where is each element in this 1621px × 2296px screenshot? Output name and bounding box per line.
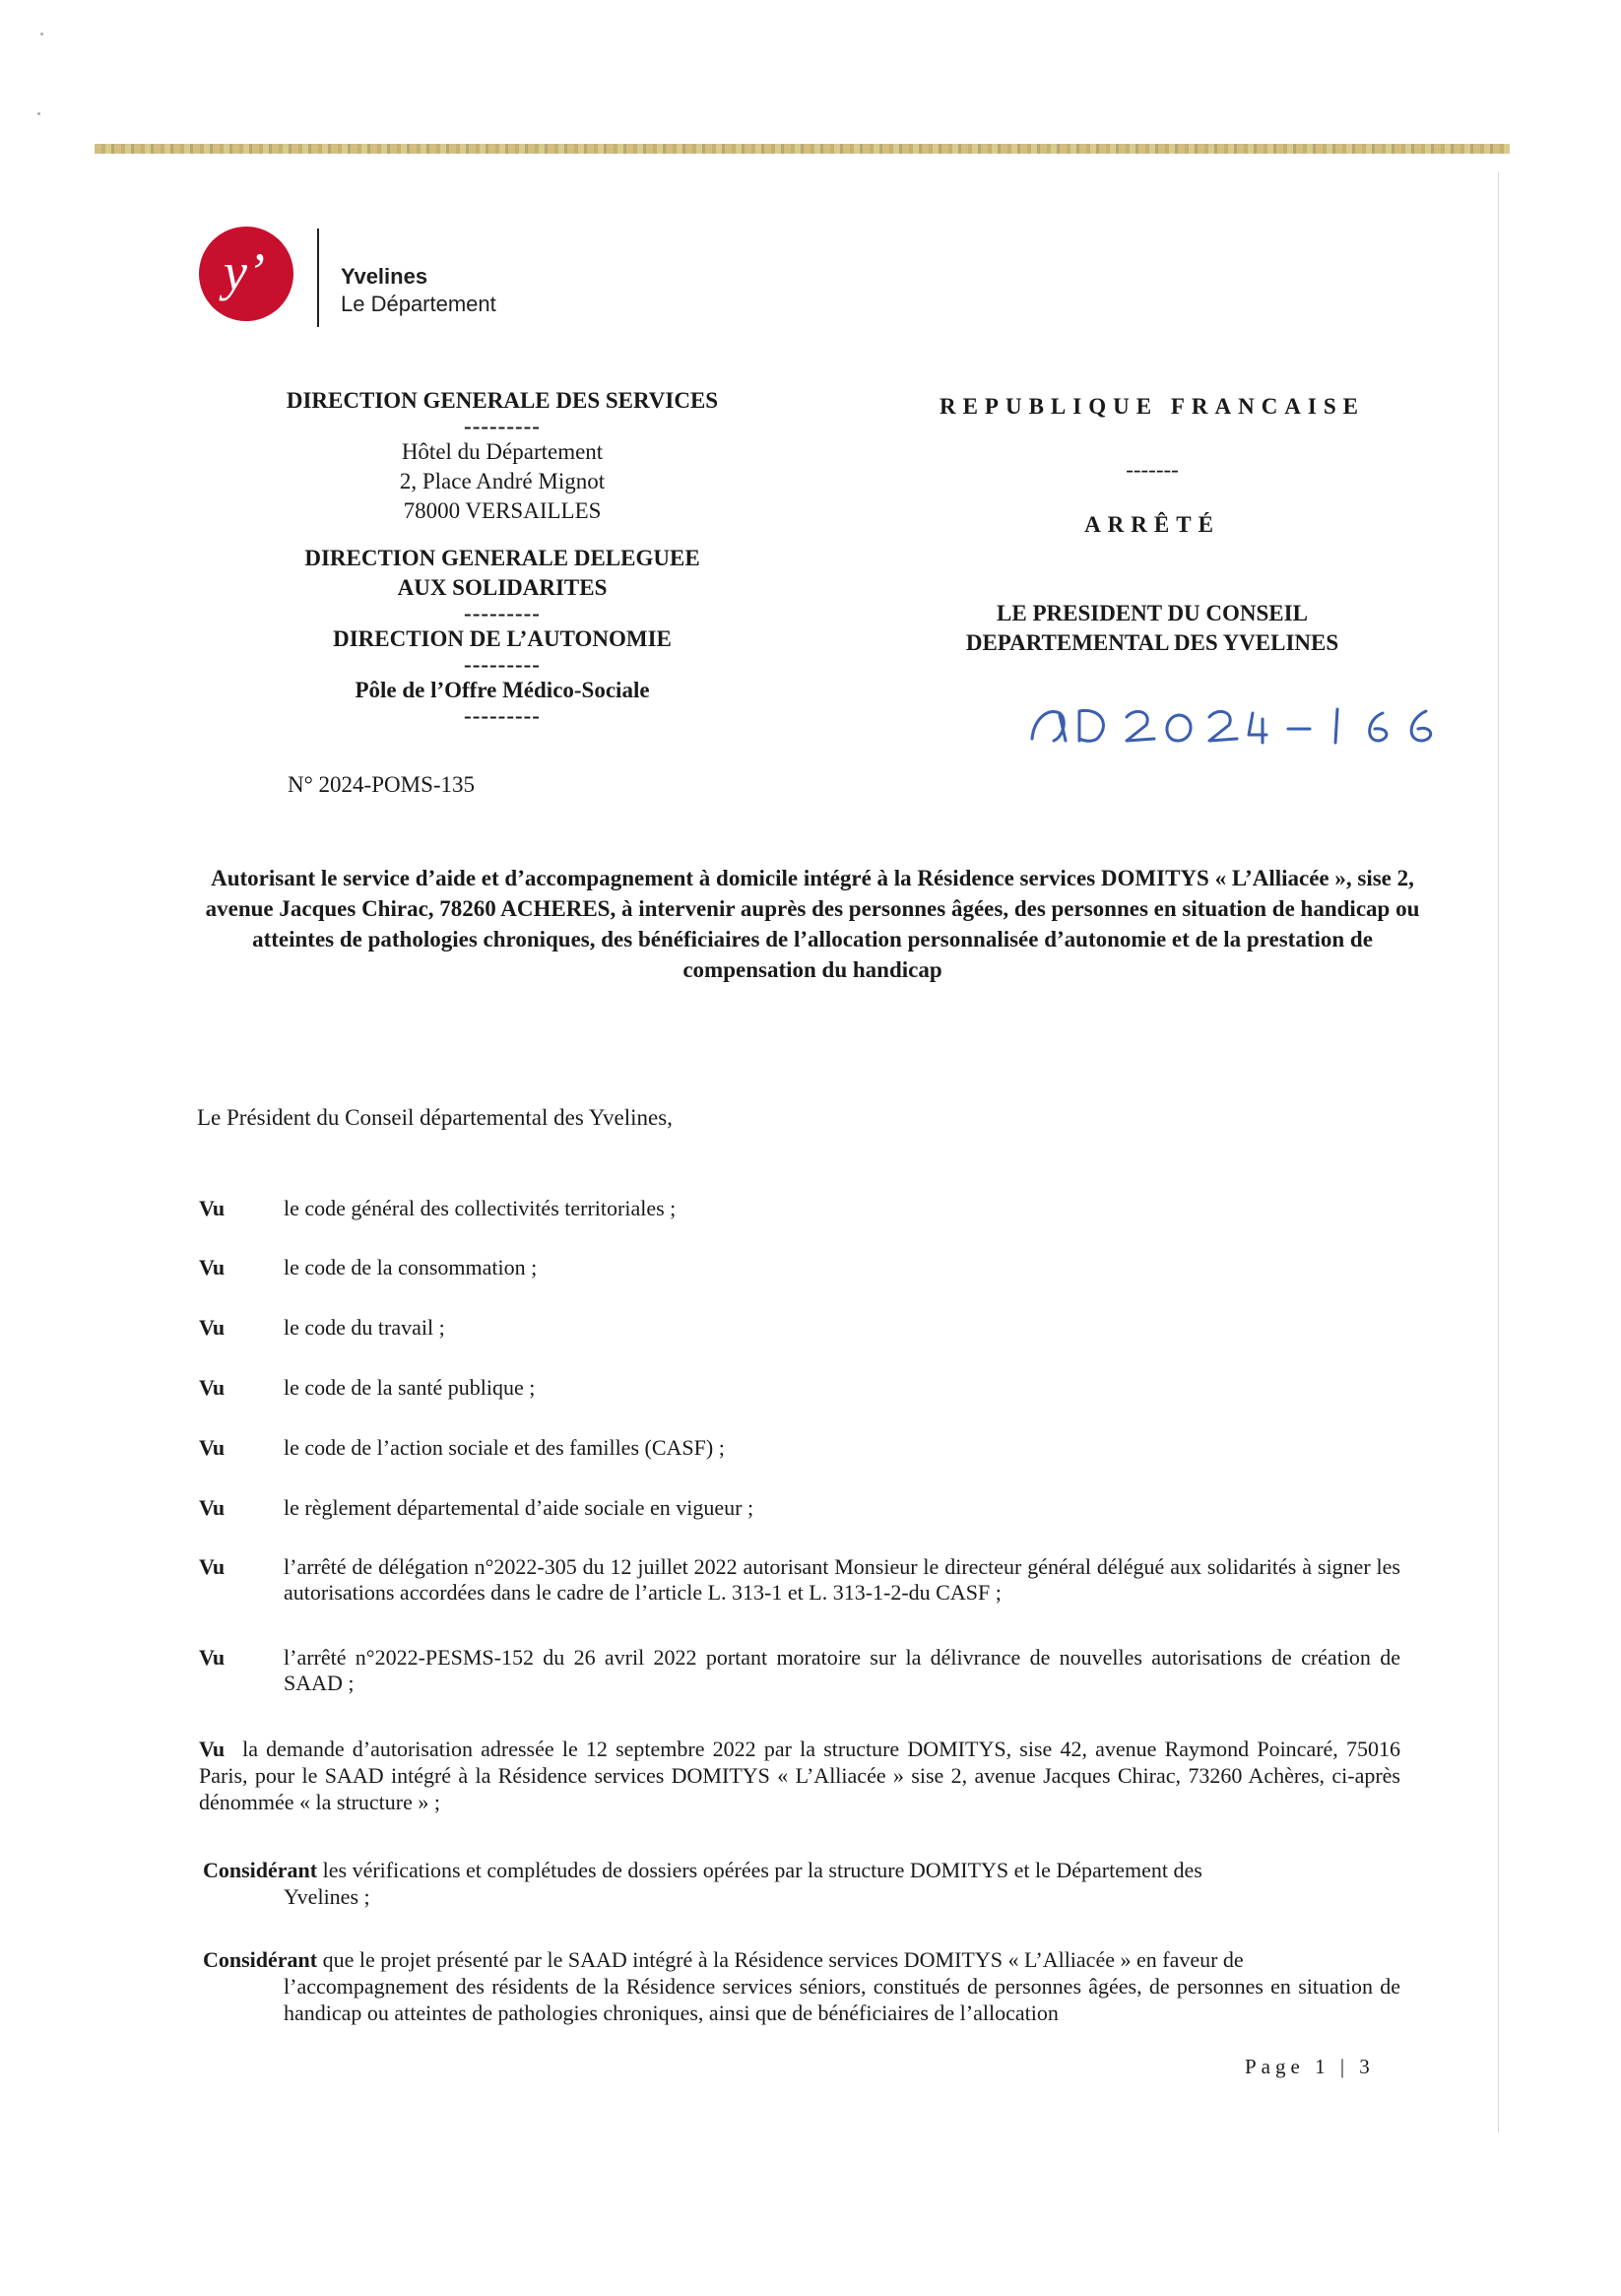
logo-divider bbox=[317, 229, 319, 327]
republique-label: REPUBLIQUE FRANCAISE bbox=[939, 394, 1365, 419]
arrete-subject: Autorisant le service d’aide et d’accompagnement à domicile intégré à la Résidence services DOMITYS « L’Alliacée », sise 2, avenue Jacques Chirac, 78260 ACHERES, à intervenir auprès des personnes âgées, des personnes en situation de handicap ou atteintes de pathologies chroniques, des bénéficiaires de l’allocation personnalisée d’autonomie et de la prestation de compensation du handicap bbox=[205, 866, 1420, 982]
visa-text: le code de la consommation ; bbox=[284, 1255, 538, 1279]
vu-keyword: Vu bbox=[199, 1737, 226, 1761]
intro-line: Le Président du Conseil départemental des Yvelines, bbox=[197, 1105, 673, 1130]
left-header bbox=[227, 386, 778, 727]
address-line: 2, Place André Mignot bbox=[399, 469, 606, 493]
visa-text: le règlement départemental d’aide sociale en vigueur ; bbox=[284, 1495, 754, 1520]
handwritten-annotation bbox=[1024, 689, 1477, 758]
dgd-line: DIRECTION GENERALE DELEGUEE bbox=[304, 546, 700, 570]
visa-item bbox=[199, 1495, 1400, 1521]
visa-text: la demande d’autorisation adressée le 12 septembre 2022 par la structure DOMITYS, sise 42, avenue Raymond Poincaré, 75016 Paris, pour le SAAD intégré à la Résidence services DOMITYS « L’Alliacée » sise 2, avenue Jacques Chirac, 73260 Achères, ci-après dénommée « la structure » ; bbox=[199, 1737, 1400, 1814]
scan-top-stripe bbox=[95, 144, 1510, 154]
scan-speck bbox=[40, 33, 43, 35]
dgd-line: AUX SOLIDARITES bbox=[397, 575, 608, 600]
republique-title bbox=[867, 392, 1438, 422]
vu-keyword: Vu bbox=[199, 1255, 226, 1279]
visa-text: le code du travail ; bbox=[284, 1315, 445, 1340]
considerant-item bbox=[203, 1857, 1400, 1910]
president-line: LE PRESIDENT DU CONSEIL bbox=[997, 601, 1308, 625]
vu-keyword: Vu bbox=[199, 1495, 226, 1520]
visa-item bbox=[199, 1554, 1400, 1606]
arrete-label: ARRÊTÉ bbox=[1084, 512, 1220, 537]
separator: --------- bbox=[464, 414, 541, 438]
svg-text:y’: y’ bbox=[224, 242, 265, 301]
arrete-title bbox=[867, 510, 1438, 540]
vu-keyword: Vu bbox=[199, 1315, 226, 1340]
considerant-item bbox=[203, 1946, 1400, 2026]
separator: --------- bbox=[464, 652, 541, 677]
visa-item bbox=[199, 1315, 1400, 1341]
visa-text: l’arrêté de délégation n°2022-305 du 12 juillet 2022 autorisant Monsieur le directeur général délégué aux solidarités à signer les autorisations accordées dans le cadre de l’article L. 313-1 et L. 313-1-2-du CASF ; bbox=[284, 1554, 1400, 1605]
address-line: Hôtel du Département bbox=[401, 439, 604, 464]
right-separator: ------- bbox=[1126, 457, 1179, 482]
page-number: Page 1 | 3 bbox=[1245, 2055, 1375, 2078]
visa-text: le code de la santé publique ; bbox=[284, 1375, 536, 1400]
arrete-reference: N° 2024-POMS-135 bbox=[288, 772, 476, 797]
vu-keyword: Vu bbox=[199, 1554, 226, 1579]
visa-item bbox=[199, 1375, 1400, 1401]
president-title bbox=[867, 599, 1438, 658]
scan-speck bbox=[37, 112, 40, 115]
yvelines-logo bbox=[197, 225, 522, 333]
considerant-text-cont: l’accompagnement des résidents de la Résidence services séniors, constitués de personnes âgées, de personnes en situation de handicap ou atteintes de pathologies chroniques, ainsi que de bénéficiaires de l’allocation bbox=[284, 1974, 1400, 2025]
vu-keyword: Vu bbox=[199, 1645, 226, 1670]
president-line: DEPARTEMENTAL DES YVELINES bbox=[965, 630, 1339, 655]
visa-text: l’arrêté n°2022-PESMS-152 du 26 avril 2022 portant moratoire sur la délivrance de nouvelles autorisations de création de SAAD ; bbox=[284, 1645, 1400, 1695]
visa-text: le code général des collectivités territoriales ; bbox=[284, 1196, 677, 1220]
vu-keyword: Vu bbox=[199, 1196, 226, 1220]
scan-right-edge bbox=[1498, 172, 1499, 2132]
logo-subtitle: Le Département bbox=[341, 292, 496, 316]
direction-autonomie: DIRECTION DE L’AUTONOMIE bbox=[333, 626, 672, 651]
separator: --------- bbox=[464, 601, 541, 625]
considerant-text: que le projet présenté par le SAAD intégré à la Résidence services DOMITYS « L’Alliacée » en faveur de bbox=[322, 1947, 1244, 1972]
separator: --------- bbox=[464, 703, 541, 728]
visa-item bbox=[199, 1736, 1400, 1815]
vu-keyword: Vu bbox=[199, 1435, 226, 1460]
pole-offre: Pôle de l’Offre Médico-Sociale bbox=[355, 678, 650, 702]
considerant-keyword: Considérant bbox=[203, 1858, 318, 1882]
yvelines-logo-icon bbox=[197, 225, 295, 323]
visa-item bbox=[199, 1645, 1400, 1696]
visa-text: le code de l’action sociale et des familles (CASF) ; bbox=[284, 1435, 725, 1460]
considerant-keyword: Considérant bbox=[203, 1947, 318, 1972]
visa-item bbox=[199, 1435, 1400, 1461]
logo-name: Yvelines bbox=[341, 264, 428, 289]
vu-keyword: Vu bbox=[199, 1375, 226, 1400]
visa-item bbox=[199, 1196, 1400, 1221]
dept-dgs: DIRECTION GENERALE DES SERVICES bbox=[286, 388, 719, 413]
considerant-text-cont: Yvelines ; bbox=[284, 1884, 370, 1909]
visa-item bbox=[199, 1255, 1400, 1280]
considerant-text: les vérifications et complétudes de dossiers opérées par la structure DOMITYS et le Département des bbox=[322, 1858, 1202, 1882]
address-line: 78000 VERSAILLES bbox=[403, 498, 602, 523]
